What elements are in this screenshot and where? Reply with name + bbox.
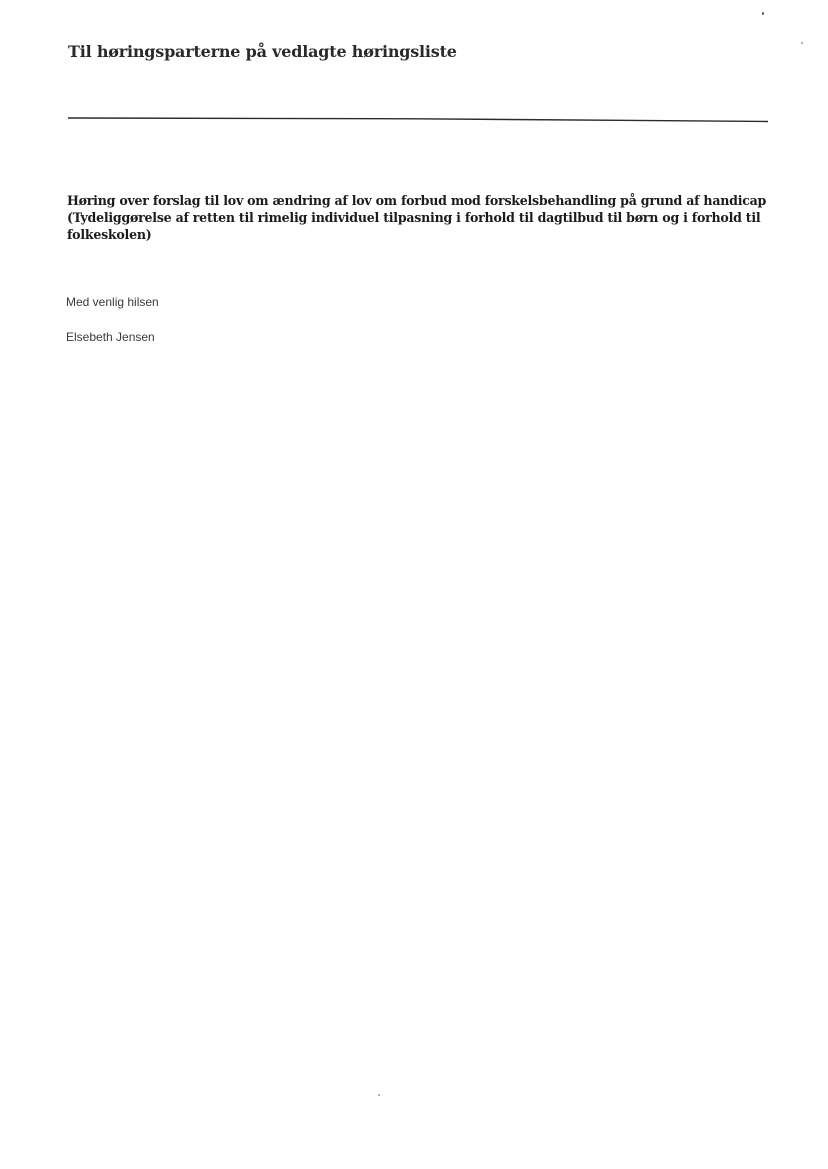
subject-line-2: (Tydeliggørelse af retten til rimelig individuel tilpasning i forhold til dagtilbud til børn og i forhold til	[67, 210, 761, 225]
subject-block	[67, 192, 772, 243]
scan-speck	[378, 1094, 380, 1096]
signature-name: Elsebeth Jensen	[66, 330, 155, 344]
scan-speck	[762, 12, 764, 15]
header-divider-line	[68, 116, 768, 124]
subject-line-1: Høring over forslag til lov om ændring af lov om forbud mod forskelsbehandling på grund af handicap	[67, 193, 767, 208]
scan-speck	[801, 42, 803, 44]
subject-line-3: folkeskolen)	[67, 227, 152, 242]
closing-greeting: Med venlig hilsen	[66, 295, 159, 309]
recipient-heading: Til høringsparterne på vedlagte høringsliste	[68, 42, 457, 61]
